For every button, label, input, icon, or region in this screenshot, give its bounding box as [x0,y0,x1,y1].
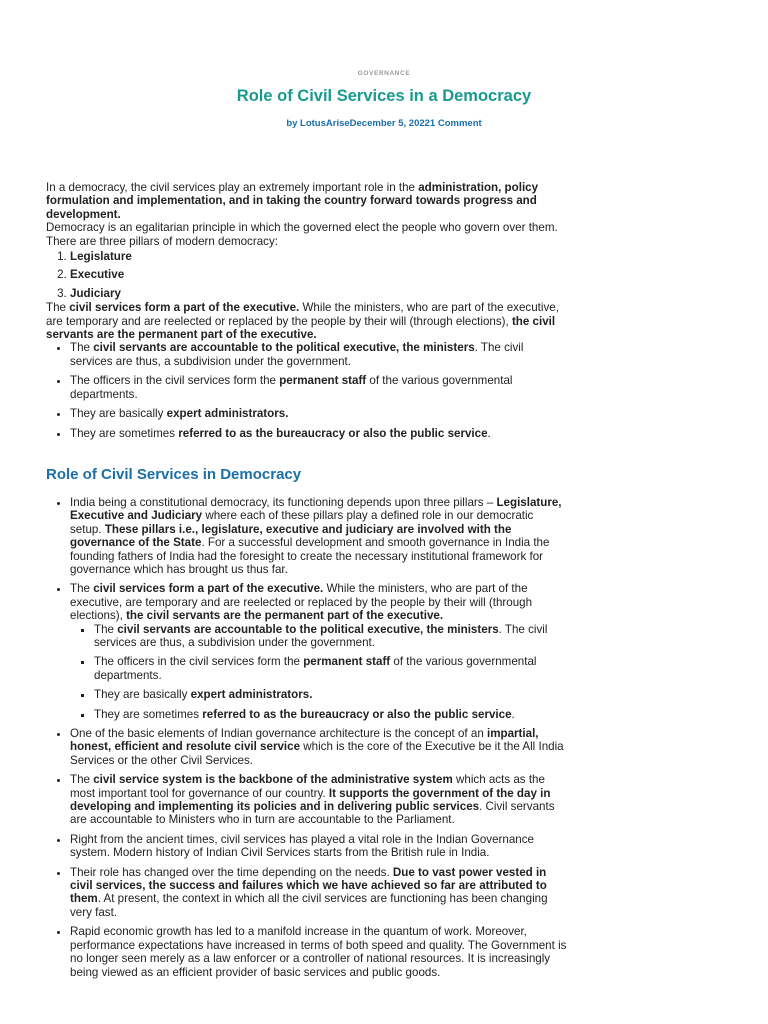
text: While the ministers, who are part of the executive, are temporary and are reelected or replaced by the people by their will (through elections), [46,301,559,328]
text: The [46,301,70,315]
bold-text: referred to as the bureaucracy or also the public service [202,707,512,721]
list-item [70,773,568,827]
list-item [70,496,568,576]
list-item [70,268,568,281]
text: Their role has changed over the time depending on the needs. [70,865,393,879]
text: of the various governmental departments. [94,655,537,682]
category-link[interactable]: GOVERNANCE [357,70,411,77]
text: In a democracy, the civil services play an extremely important role in the [46,181,419,194]
text: . The civil services are thus, a subdivision under the government. [94,622,548,649]
text: Rapid economic growth has led to a manifold increase in the quantum of work. Moreover, performance expectations have increased in terms of both speed and quality. The Government is no longer seen merely as a law enforcer or a controller of national resources. It is increasingly being viewed as an efficient provider of basic services and public goods. [70,925,567,979]
pillars-list [46,250,568,300]
bold-text: Due to vast power vested in civil services, the success and failures which we have achieved so far are attributed to them [70,865,547,906]
pillar-label: Legislature [70,250,132,264]
text: . The civil services are thus, a subdivision under the government. [70,341,524,368]
bold-text: It supports the government of the day in developing and implementing its policies and in delivering public services [70,786,551,814]
bold-text: permanent staff [279,374,367,388]
article-body [46,181,568,985]
text: . At present, the context in which all the civil services are functioning has been changing very fast. [70,892,548,919]
bold-text: expert administrators. [166,407,289,421]
list-item [70,341,568,368]
bold-text: Legislature, Executive and Judiciary [70,495,562,523]
section-bullet-list [46,496,568,979]
section-heading: Role of Civil Services in Democracy [46,465,302,483]
list-item [70,407,568,420]
text: . [487,426,491,440]
list-item [70,374,568,401]
text: They are basically [94,688,191,702]
bold-text: administration, policy formulation and implementation, and in taking the country forward towards progress and development. [46,181,539,221]
text: While the ministers, who are part of the executive, are temporary and are reelected or replaced by the people by their will (through elections), [70,582,533,623]
list-item [70,287,568,300]
text: The [94,622,118,636]
bold-text: These pillars i.e., legislature, executive and judiciary are involved with the governance of the State [70,522,512,550]
text: India being a constitutional democracy, its functioning depends upon three pillars – [70,495,497,509]
list-item [70,427,568,440]
bold-text: permanent staff [303,655,391,669]
text: which acts as the most important tool for governance of our country. [70,773,545,800]
bold-text: civil servants are accountable to the political executive, the ministers [93,341,475,355]
text: The [70,773,94,787]
bold-text: civil services form a part of the executive. [93,582,324,596]
bold-text: impartial, honest, efficient and resolute civil service [70,727,539,754]
list-item [94,623,568,650]
text: The [70,582,94,596]
text: They are sometimes [70,426,179,440]
intro-bullet-list [46,341,568,439]
text: The [70,341,94,355]
bold-text: referred to as the bureaucracy or also the public service [178,426,488,440]
text: of the various governmental departments. [70,374,513,401]
bold-text: civil servants are accountable to the political executive, the ministers [117,622,499,636]
text: They are basically [70,407,167,421]
nested-bullet-list [70,623,568,721]
text: The officers in the civil services form the [70,374,280,388]
intro-paragraph-3 [46,301,568,341]
list-item [70,582,568,721]
text: . For a successful development and smooth governance in India the founding fathers of India had the foresight to create the necessary institutional framework for governance which has brought us thus far. [70,536,550,576]
text: They are sometimes [94,707,203,721]
bold-text: civil services form a part of the executive. [69,301,300,315]
text: One of the basic elements of Indian governance architecture is the concept of an [70,727,487,740]
list-item [94,655,568,682]
text: which is the core of the Executive be it the All India Services or the other Civil Services. [70,740,564,767]
bold-text: expert administrators. [190,688,313,702]
list-item [70,727,568,767]
text: . Civil servants are accountable to Ministers who in turn are accountable to the Parliament. [70,800,555,827]
page-title: Role of Civil Services in a Democracy [236,87,532,105]
list-item [70,925,568,979]
text: . [511,707,515,721]
text: The officers in the civil services form the [94,655,304,669]
intro-paragraph-1 [46,181,568,221]
byline[interactable]: by LotusAriseDecember 5, 20221 Comment [286,118,482,129]
bold-text: the civil servants are the permanent part of the executive. [46,314,556,342]
list-item [70,866,568,920]
pillar-label: Judiciary [70,286,121,300]
text: where each of these pillars play a defined role in our democratic setup. [70,509,534,536]
list-item [70,250,568,263]
list-item [94,708,568,721]
bold-text: the civil servants are the permanent part of the executive. [126,609,444,623]
list-item [70,833,568,860]
list-item [94,688,568,701]
bold-text: civil service system is the backbone of the administrative system [93,773,453,787]
pillar-label: Executive [70,268,125,282]
text: Right from the ancient times, civil services has played a vital role in the Indian Governance system. Modern history of Indian Civil Services starts from the British rule in India. [70,832,534,860]
intro-paragraph-2: Democracy is an egalitarian principle in which the governed elect the people who govern over them. There are three pillars of modern democracy: [46,221,558,248]
